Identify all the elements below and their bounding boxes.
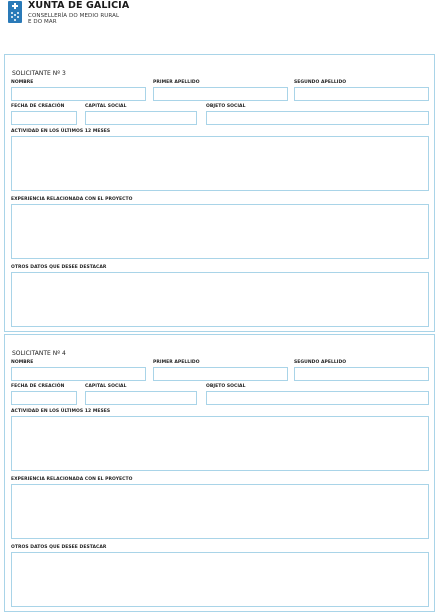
actividad-label: ACTIVIDAD EN LOS ÚLTIMOS 12 MESES (11, 129, 111, 134)
objeto-social-field[interactable] (206, 111, 429, 125)
capital-social-label: CAPITAL SOCIAL (85, 384, 127, 389)
nombre-field[interactable] (11, 87, 146, 101)
primer-apellido-label: PRIMER APELLIDO (153, 360, 200, 365)
fecha-creacion-label: FECHA DE CREACIÓN (11, 384, 65, 389)
nombre-field[interactable] (11, 367, 146, 381)
capital-social-field[interactable] (85, 391, 197, 405)
section-title: SOLICITANTE Nº 3 (12, 70, 66, 77)
objeto-social-label: OBJETO SOCIAL (206, 104, 246, 109)
segundo-apellido-label: SEGUNDO APELLIDO (294, 360, 347, 365)
actividad-label: ACTIVIDAD EN LOS ÚLTIMOS 12 MESES (11, 409, 111, 414)
dept-name-line1: CONSELLERÍA DO MEDIO RURAL (28, 13, 120, 19)
segundo-apellido-field[interactable] (294, 87, 429, 101)
otros-datos-label: OTROS DATOS QUE DESEE DESTACAR (11, 545, 107, 550)
solicitante-section-3 (4, 54, 435, 332)
nombre-label: NOMBRE (11, 80, 34, 85)
capital-social-field[interactable] (85, 111, 197, 125)
actividad-textarea[interactable] (11, 136, 429, 191)
actividad-textarea[interactable] (11, 416, 429, 471)
otros-datos-label: OTROS DATOS QUE DESEE DESTACAR (11, 265, 107, 270)
fecha-creacion-field[interactable] (11, 111, 77, 125)
objeto-social-field[interactable] (206, 391, 429, 405)
fecha-creacion-field[interactable] (11, 391, 77, 405)
xunta-shield-icon (8, 1, 22, 23)
otros-datos-textarea[interactable] (11, 552, 429, 607)
experiencia-textarea[interactable] (11, 484, 429, 539)
primer-apellido-field[interactable] (153, 87, 288, 101)
experiencia-textarea[interactable] (11, 204, 429, 259)
experiencia-label: EXPERIENCIA RELACIONADA CON EL PROYECTO (11, 477, 133, 482)
primer-apellido-field[interactable] (153, 367, 288, 381)
section-title: SOLICITANTE Nº 4 (12, 350, 66, 357)
capital-social-label: CAPITAL SOCIAL (85, 104, 127, 109)
primer-apellido-label: PRIMER APELLIDO (153, 80, 200, 85)
segundo-apellido-label: SEGUNDO APELLIDO (294, 80, 347, 85)
org-name: XUNTA DE GALICIA (28, 0, 130, 11)
otros-datos-textarea[interactable] (11, 272, 429, 327)
dept-name-line2: E DO MAR (28, 19, 57, 25)
experiencia-label: EXPERIENCIA RELACIONADA CON EL PROYECTO (11, 197, 133, 202)
nombre-label: NOMBRE (11, 360, 34, 365)
segundo-apellido-field[interactable] (294, 367, 429, 381)
solicitante-section-4 (4, 334, 435, 612)
objeto-social-label: OBJETO SOCIAL (206, 384, 246, 389)
fecha-creacion-label: FECHA DE CREACIÓN (11, 104, 65, 109)
